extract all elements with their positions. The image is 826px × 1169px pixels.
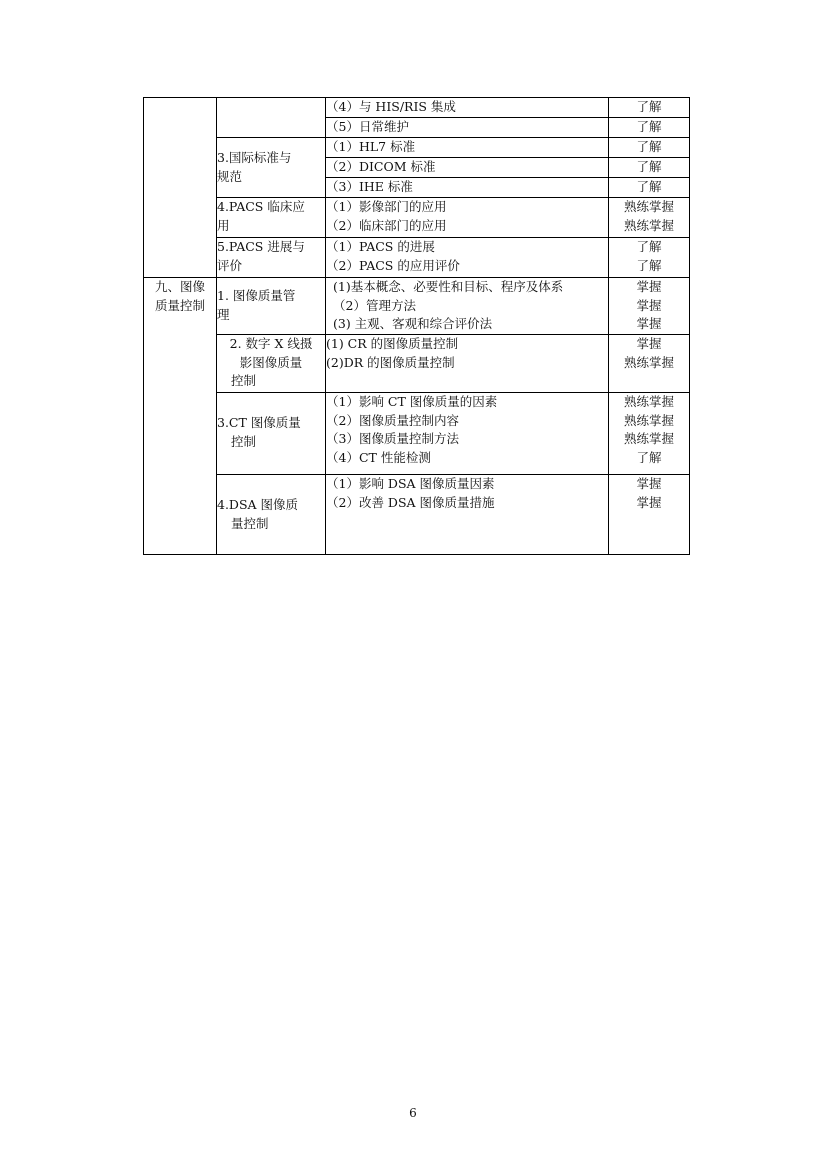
table-row [144, 335, 690, 393]
content-cell [326, 475, 609, 555]
section-title: 控制 [231, 373, 257, 389]
level-text: 掌握 [636, 494, 662, 510]
level-text: 熟练掌握 [623, 354, 674, 370]
content-text: （2）临床部门的应用 [326, 217, 447, 233]
content-text: （1）影响 CT 图像质量的因素 [326, 394, 498, 409]
content-text: （2）管理方法 [333, 297, 416, 313]
table-row [144, 238, 690, 278]
content-cell [326, 278, 609, 335]
page-number: 6 [409, 1106, 417, 1120]
section-title: 控制 [231, 433, 257, 449]
section-title: 评价 [217, 257, 243, 273]
section-cell [217, 138, 326, 198]
content-text: （2）DICOM 标准 [326, 159, 436, 174]
content-text: （2）改善 DSA 图像质量措施 [326, 494, 495, 510]
section-cell [217, 475, 326, 555]
section-title: 影图像质量 [239, 354, 303, 370]
syllabus-table [143, 97, 690, 555]
section-cell [217, 335, 326, 393]
level-cell [609, 238, 690, 278]
level-cell [609, 158, 690, 178]
content-cell [326, 138, 609, 158]
content-text: （1）PACS 的进展 [326, 239, 435, 254]
section-title: 量控制 [231, 515, 269, 531]
level-text: 熟练掌握 [623, 431, 674, 447]
content-text: (1) CR 的图像质量控制 [326, 336, 459, 351]
content-cell [326, 238, 609, 278]
content-text: (1)基本概念、必要性和目标、程序及体系 [333, 279, 564, 294]
section-cell [217, 238, 326, 278]
level-cell [609, 118, 690, 138]
content-text: (3) 主观、客观和综合评价法 [333, 316, 493, 332]
content-cell [326, 393, 609, 475]
content-text: （3）IHE 标准 [326, 179, 413, 194]
table-row [144, 98, 690, 118]
level-text: 了解 [636, 99, 662, 114]
section-cell [217, 393, 326, 475]
section-title: 2. 数字 X 线摄 [229, 336, 313, 351]
level-text: 掌握 [636, 279, 662, 294]
content-text: （1）影响 DSA 图像质量因素 [326, 476, 495, 491]
level-text: 掌握 [636, 476, 662, 491]
level-cell [609, 475, 690, 555]
level-text: 熟练掌握 [623, 199, 674, 214]
section-cell [217, 278, 326, 335]
section-cell [217, 198, 326, 238]
level-text: 了解 [636, 257, 662, 273]
level-text: 了解 [636, 119, 662, 134]
content-text: （2）PACS 的应用评价 [326, 257, 460, 273]
content-text: （1）HL7 标准 [326, 139, 416, 154]
content-text: （4）与 HIS/RIS 集成 [326, 99, 456, 114]
level-text: 了解 [636, 239, 662, 254]
content-cell [326, 198, 609, 238]
section-cell-empty [217, 98, 326, 138]
level-text: 了解 [636, 179, 662, 194]
level-text: 了解 [636, 139, 662, 154]
content-cell [326, 178, 609, 198]
level-text: 熟练掌握 [623, 412, 674, 428]
level-cell [609, 138, 690, 158]
level-text: 掌握 [636, 336, 662, 351]
content-cell [326, 158, 609, 178]
section-title: 5.PACS 进展与 [217, 239, 305, 254]
content-cell [326, 98, 609, 118]
table-row [144, 475, 690, 555]
level-cell [609, 393, 690, 475]
content-text: (2)DR 的图像质量控制 [326, 354, 455, 370]
section-title: 4.DSA 图像质 [217, 497, 299, 512]
section-title: 用 [217, 217, 230, 233]
level-cell [609, 278, 690, 335]
level-cell [609, 335, 690, 393]
table-row [144, 393, 690, 475]
level-text: 了解 [636, 449, 662, 465]
table-row [144, 138, 690, 158]
chapter-title-cell [144, 278, 217, 555]
section-title: 4.PACS 临床应 [217, 199, 305, 214]
level-cell [609, 98, 690, 118]
chapter-title: 九、图像 [154, 279, 205, 294]
table-row [144, 198, 690, 238]
level-cell [609, 198, 690, 238]
level-text: 掌握 [636, 297, 662, 313]
section-title: 3.CT 图像质量 [217, 415, 301, 430]
level-text: 熟练掌握 [623, 217, 674, 233]
content-cell [326, 335, 609, 393]
level-text: 了解 [636, 159, 662, 174]
section-title: 理 [217, 306, 230, 322]
section-title: 1. 图像质量管 [217, 288, 296, 303]
section-title: 规范 [217, 168, 243, 184]
content-text: （4）CT 性能检测 [326, 449, 431, 465]
content-text: （5）日常维护 [326, 119, 409, 134]
chapter-cell-empty [144, 98, 217, 278]
content-text: （3）图像质量控制方法 [326, 431, 459, 447]
level-cell [609, 178, 690, 198]
chapter-title: 质量控制 [154, 297, 205, 313]
section-title: 3.国际标准与 [217, 149, 292, 165]
content-text: （1）影像部门的应用 [326, 199, 447, 214]
table-row [144, 278, 690, 335]
content-text: （2）图像质量控制内容 [326, 412, 459, 428]
level-text: 掌握 [636, 316, 662, 332]
level-text: 熟练掌握 [623, 394, 674, 409]
content-cell [326, 118, 609, 138]
